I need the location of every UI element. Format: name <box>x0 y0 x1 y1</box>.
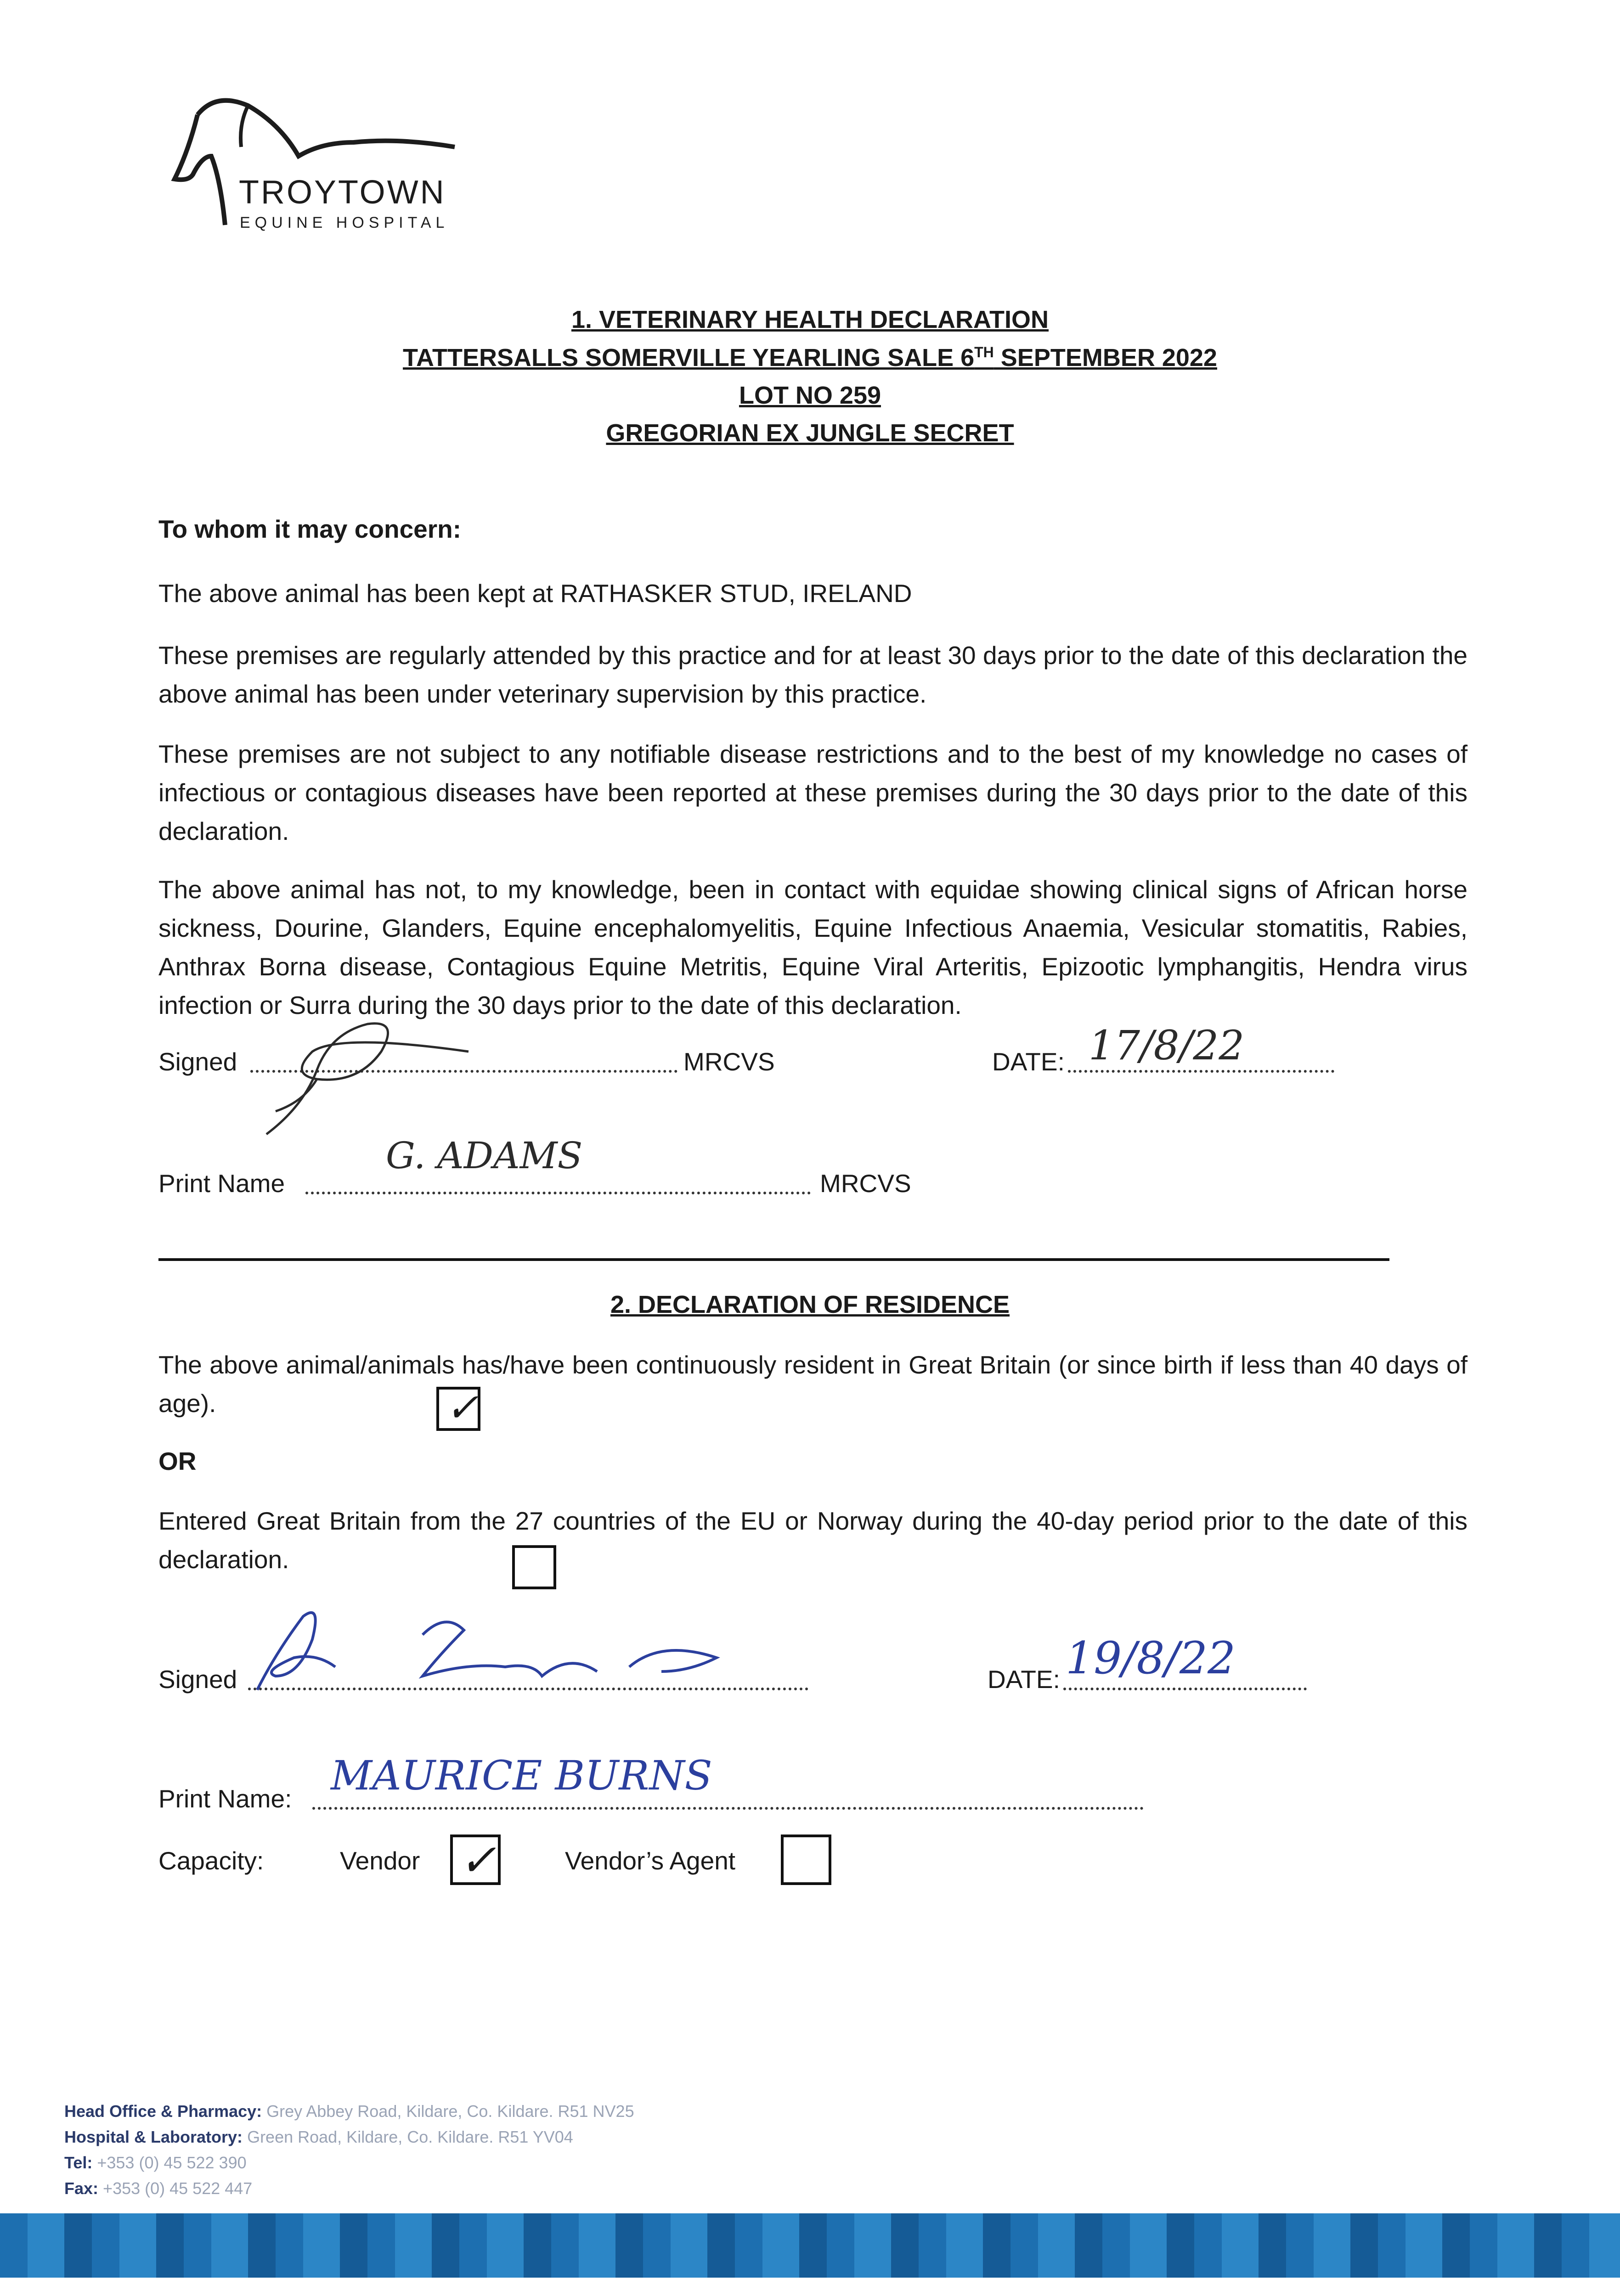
mrcvs-label-2: MRCVS <box>820 1169 911 1198</box>
sale-title: TATTERSALLS SOMERVILLE YEARLING SALE 6TH SEPTEMBER 2022 <box>403 344 1217 371</box>
vendor-print-name-handwritten: MAURICE BURNS <box>331 1752 712 1799</box>
vendor-check-mark: ✓ <box>459 1835 497 1886</box>
vendor-signature <box>248 1598 753 1699</box>
print-name-label-1: Print Name <box>158 1169 285 1198</box>
vendors-agent-checkbox[interactable] <box>781 1835 831 1885</box>
signed-label-1: Signed <box>158 1047 237 1076</box>
footer-color-band <box>0 2213 1620 2278</box>
entered-checkbox[interactable] <box>512 1545 556 1589</box>
capacity-label: Capacity: <box>158 1846 264 1875</box>
paragraph-resident: The above animal/animals has/have been continuously resident in Great Britain (or since birth if less than 40 days of age). <box>158 1351 1468 1418</box>
paragraph-supervision: These premises are regularly attended by this practice and for at least 30 days prior to the date of this declaration the above animal has been under veterinary supervision by this practice. <box>158 641 1468 708</box>
vendor-label: Vendor <box>340 1846 420 1875</box>
paragraph-restrictions: These premises are not subject to any notifiable disease restrictions and to the best of my knowledge no cases of infectious or contagious diseases have been reported at these premises during the 30 days prior to the date of this declaration. <box>158 740 1468 845</box>
footer-fax: Fax: +353 (0) 45 522 447 <box>64 2179 253 2198</box>
vendor-checkbox[interactable] <box>450 1835 501 1885</box>
vet-print-name-handwritten: G. ADAMS <box>386 1134 583 1177</box>
footer-head-office: Head Office & Pharmacy: Grey Abbey Road, Kildare, Co. Kildare. R51 NV25 <box>64 2102 634 2121</box>
paragraph-contact: The above animal has not, to my knowledge, been in contact with equidae showing clinical signs of African horse sickness, Dourine, Glanders, Equine encephalomyelitis, Equine Infectious Anaemia, Vesicular stomatitis, Rabies, Anthrax Borna disease, Contagious Equine Metritis, Equine Viral Arteritis, Epizootic lymphangitis, Hendra virus infection or Surra during the 30 days prior to the date of this declaration. <box>158 875 1468 1019</box>
section1-title: 1. VETERINARY HEALTH DECLARATION <box>571 306 1049 333</box>
print-name-line-1 <box>305 1192 811 1194</box>
date-label-1: DATE: <box>992 1047 1065 1076</box>
vendor-date-handwritten: 19/8/22 <box>1066 1632 1236 1684</box>
vet-date-handwritten: 17/8/22 <box>1089 1022 1245 1069</box>
print-name-line-2 <box>312 1807 1144 1810</box>
date-line-1 <box>1068 1070 1334 1073</box>
vet-signature <box>248 996 487 1153</box>
salutation: To whom it may concern: <box>158 515 462 543</box>
date-label-2: DATE: <box>988 1665 1060 1694</box>
logo-wordmark: TROYTOWN <box>239 174 446 211</box>
logo-subtitle: EQUINE HOSPITAL <box>240 214 449 231</box>
paragraph-entered: Entered Great Britain from the 27 countries of the EU or Norway during the 40-day period prior to the date of this declaration. <box>158 1507 1468 1574</box>
resident-checkbox[interactable] <box>436 1387 480 1431</box>
signed-label-2: Signed <box>158 1665 237 1694</box>
vendors-agent-label: Vendor’s Agent <box>565 1846 736 1875</box>
lot-number: LOT NO 259 <box>739 382 881 409</box>
section2-title: 2. DECLARATION OF RESIDENCE <box>610 1291 1010 1318</box>
resident-check-mark: ✓ <box>446 1385 479 1431</box>
footer-hospital: Hospital & Laboratory: Green Road, Kildare, Co. Kildare. R51 YV04 <box>64 2127 573 2146</box>
horse-name: GREGORIAN EX JUNGLE SECRET <box>606 419 1014 447</box>
or-separator: OR <box>158 1447 197 1475</box>
mrcvs-label-1: MRCVS <box>683 1047 775 1076</box>
footer-tel: Tel: +353 (0) 45 522 390 <box>64 2153 247 2172</box>
date-line-2 <box>1063 1688 1307 1690</box>
paragraph-premises: The above animal has been kept at RATHASKER STUD, IRELAND <box>158 579 912 608</box>
section-divider <box>158 1258 1389 1261</box>
print-name-label-2: Print Name: <box>158 1784 292 1813</box>
